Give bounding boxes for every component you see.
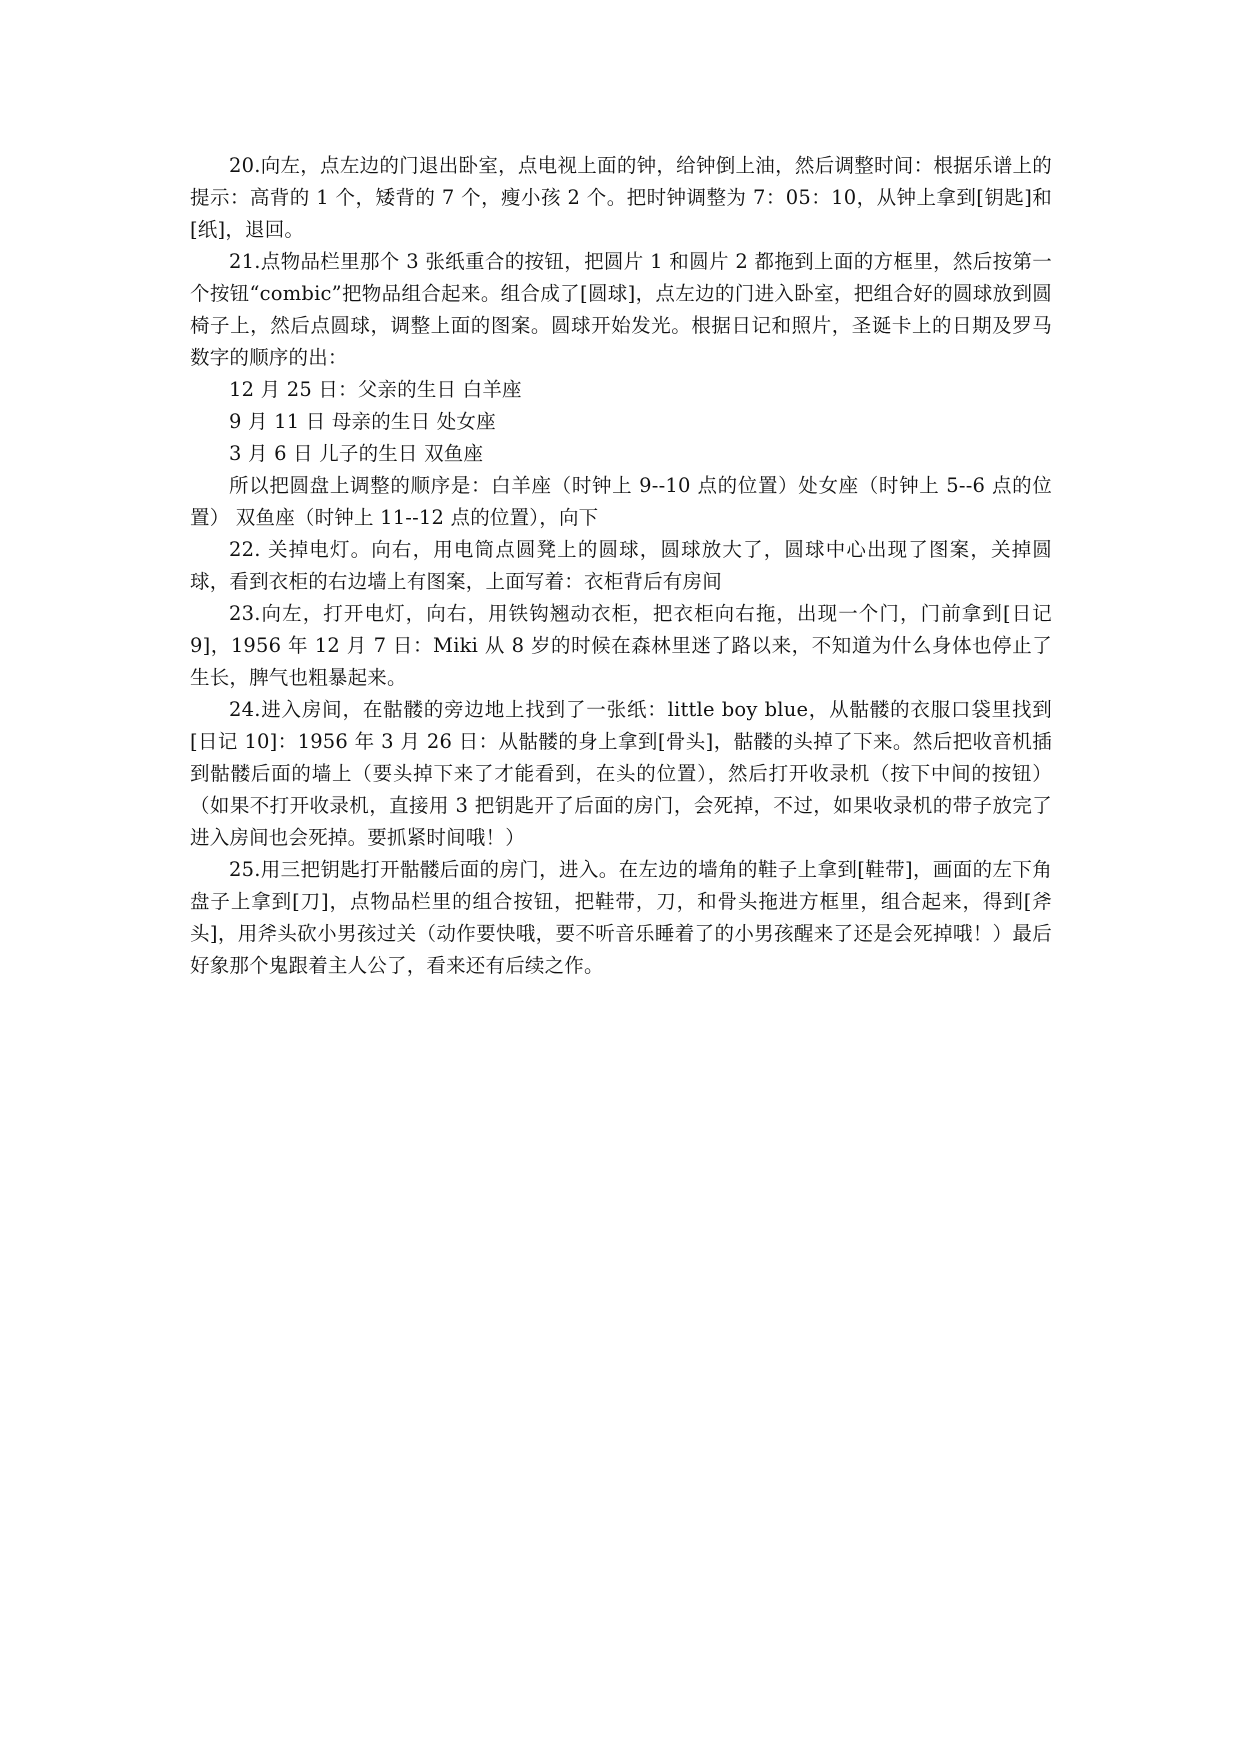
paragraph-step-24: 24.进入房间，在骷髅的旁边地上找到了一张纸：little boy blue，从骷髅的衣服口袋里找到[日记 10]：1956 年 3 月 26 日：从骷髅的身上拿到[骨头]，骷髅的头掉了下来。然后把收音机插到骷髅后面的墙上（要头掉下来了才能看到，在头的位置），然后打开收录机（按下中间的按钮）（如果不打开收录机，直接用 3 把钥匙开了后面的房门，会死掉，不过，如果收录机的带子放完了进入房间也会死掉。要抓紧时间哦！）: [190, 698, 1052, 849]
paragraph-step-21: 21.点物品栏里那个 3 张纸重合的按钮，把圆片 1 和圆片 2 都拖到上面的方框里，然后按第一个按钮“combic”把物品组合起来。组合成了[圆球]，点左边的门进入卧室，把组合好的圆球放到圆椅子上，然后点圆球，调整上面的图案。圆球开始发光。根据日记和照片，圣诞卡上的日期及罗马数字的顺序的出：: [190, 250, 1052, 369]
paragraph-step-25: 25.用三把钥匙打开骷髅后面的房门，进入。在左边的墙角的鞋子上拿到[鞋带]，画面的左下角盘子上拿到[刀]，点物品栏里的组合按钮，把鞋带，刀，和骨头拖进方框里，组合起来，得到[斧头]，用斧头砍小男孩过关（动作要快哦，要不听音乐睡着了的小男孩醒来了还是会死掉哦！）最后好象那个鬼跟着主人公了，看来还有后续之作。: [190, 858, 1052, 977]
paragraph-step-23: 23.向左，打开电灯，向右，用铁钩翘动衣柜，把衣柜向右拖，出现一个门，门前拿到[日记 9]，1956 年 12 月 7 日：Miki 从 8 岁的时候在森林里迷了路以来，不知道为什么身体也停止了生长，脾气也粗暴起来。: [190, 602, 1052, 689]
paragraph-step-22: 22. 关掉电灯。向右，用电筒点圆凳上的圆球，圆球放大了，圆球中心出现了图案，关掉圆球，看到衣柜的右边墙上有图案，上面写着：衣柜背后有房间: [190, 538, 1052, 593]
document-body: [190, 150, 1052, 982]
paragraph-date-mother: 9 月 11 日 母亲的生日 处女座: [229, 410, 496, 433]
paragraph-date-father: 12 月 25 日：父亲的生日 白羊座: [229, 378, 522, 401]
paragraph-date-son: 3 月 6 日 儿子的生日 双鱼座: [229, 442, 484, 465]
paragraph-disc-order: 所以把圆盘上调整的顺序是：白羊座（时钟上 9--10 点的位置）处女座（时钟上 5--6 点的位置） 双鱼座（时钟上 11--12 点的位置），向下: [190, 474, 1052, 529]
paragraph-step-20: 20.向左，点左边的门退出卧室，点电视上面的钟，给钟倒上油，然后调整时间：根据乐谱上的提示：高背的 1 个，矮背的 7 个，瘦小孩 2 个。把时钟调整为 7：05：10，从钟上拿到[钥匙]和[纸]，退回。: [190, 154, 1052, 241]
